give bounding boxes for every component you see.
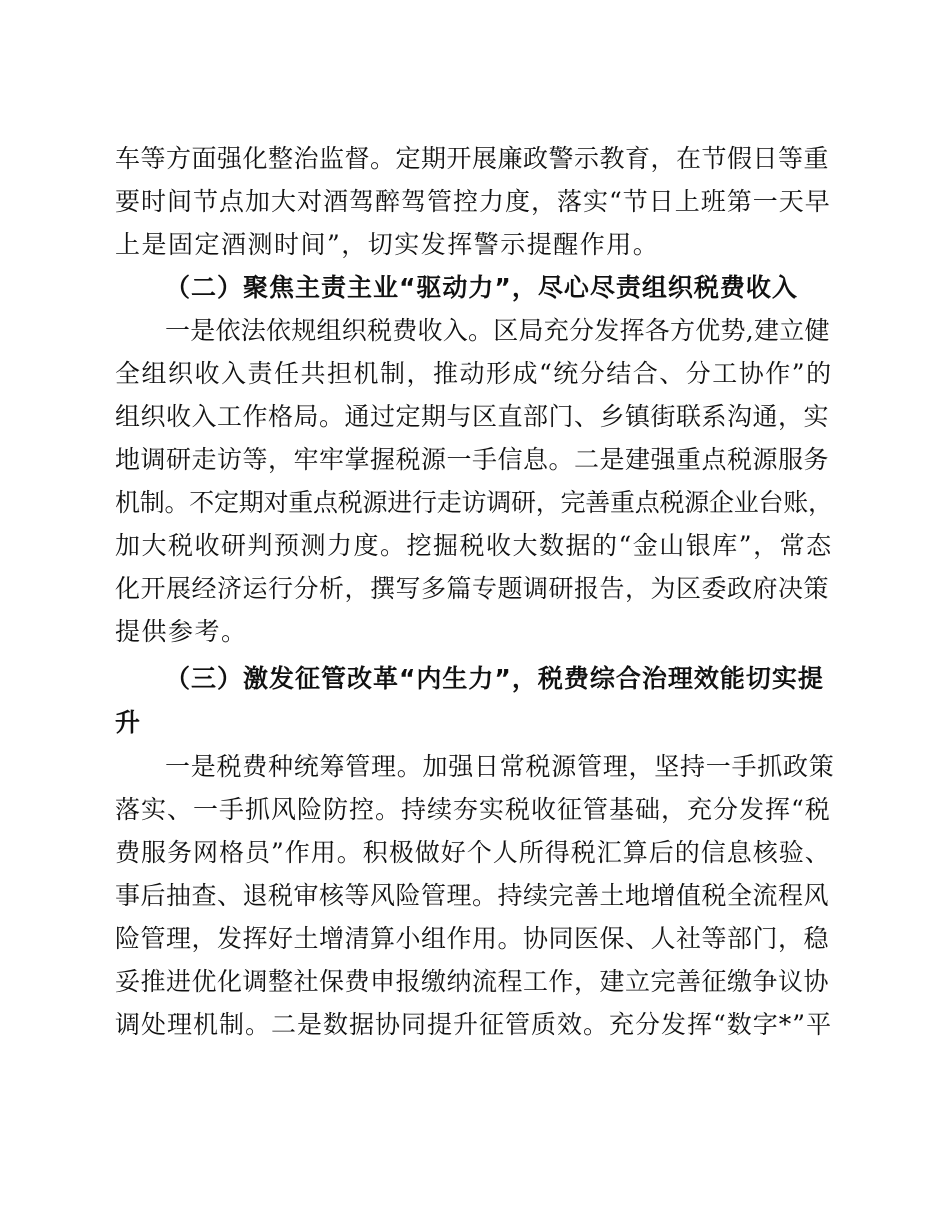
paragraph-line: 费服务网格员”作用。积极做好个人所得税汇算后的信息核验、 [115,838,831,867]
paragraph-line: 一是依法依规组织税费收入。区局充分发挥各方优势,建立健 [165,316,830,345]
paragraph-line: 加大税收研判预测力度。挖掘税收大数据的“金山银库”，常态 [115,531,833,560]
paragraph-line: 提供参考。 [115,617,248,646]
paragraph-line: 地调研走访等，牢牢掌握税源一手信息。二是建强重点税源服务 [115,445,830,474]
paragraph-line: 全组织收入责任共担机制，推动形成“统分结合、分工协作”的 [115,359,833,388]
paragraph-line: 要时间节点加大对酒驾醉驾管控力度，落实“节日上班第一天早 [115,187,831,216]
section-heading-3: （三）激发征管改革“内生力”，税费综合治理效能切实提 [165,664,824,693]
paragraph-line: 组织收入工作格局。通过定期与区直部门、乡镇街联系沟通，实 [115,402,830,431]
paragraph-line: 落实、一手抓风险防控。持续夯实税收征管基础，充分发挥“税 [115,795,831,824]
paragraph-line: 上是固定酒测时间”，切实发挥警示提醒作用。 [115,230,660,259]
paragraph-line: 机制。不定期对重点税源进行走访调研，完善重点税源企业台账， [115,488,833,517]
paragraph-line: 事后抽查、退税审核等风险管理。持续完善土地增值税全流程风 [115,881,830,910]
section-heading-3-continued: 升 [115,708,142,737]
section-heading-2: （二）聚焦主责主业“驱动力”，尽心尽责组织税费收入 [165,273,798,302]
paragraph-line: 妥推进优化调整社保费申报缴纳流程工作，建立完善征缴争议协 [115,967,830,996]
paragraph-line: 一是税费种统筹管理。加强日常税源管理，坚持一手抓政策 [165,752,835,781]
paragraph-line: 化开展经济运行分析，撰写多篇专题调研报告，为区委政府决策 [115,574,830,603]
paragraph-line: 调处理机制。二是数据协同提升征管质效。充分发挥“数字*”平 [115,1010,833,1039]
paragraph-line: 车等方面强化整治监督。定期开展廉政警示教育，在节假日等重 [115,144,830,173]
paragraph-line: 险管理，发挥好土增清算小组作用。协同医保、人社等部门，稳 [115,924,830,953]
